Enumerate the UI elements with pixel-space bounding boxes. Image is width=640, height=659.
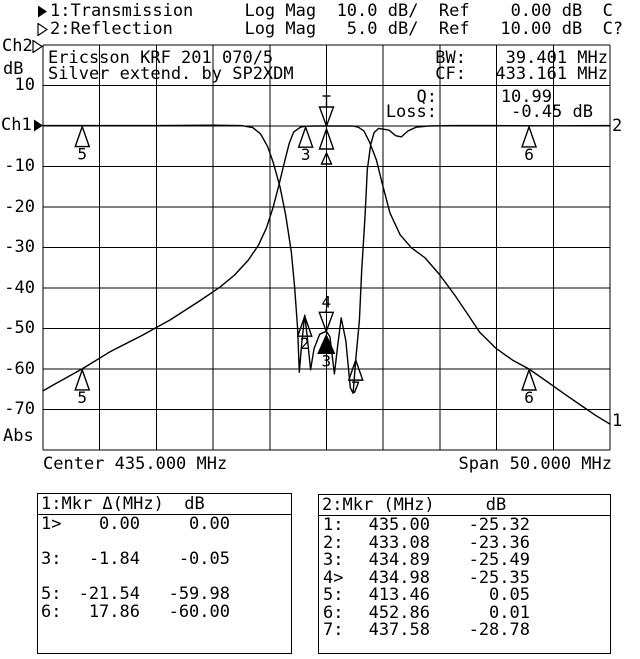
marker-label: 3 (321, 351, 332, 371)
marker-row-id: 5: (323, 585, 344, 605)
marker-row-freq: 413.46 (368, 585, 430, 605)
y-axis-tick-label: 10 (14, 75, 35, 95)
stat-value: -0.45 dB (511, 102, 593, 122)
trace2-end-number: 2 (612, 116, 623, 136)
marker-row-freq: 17.86 (88, 601, 140, 622)
y-axis-tick-label: -40 (4, 277, 35, 298)
ch2-label: Ch2 (2, 36, 33, 56)
marker-row-id: 3: (41, 549, 62, 569)
abs-label: Abs (3, 426, 34, 446)
marker-row-freq: 452.86 (368, 602, 430, 623)
stat-value: 433.161 MHz (495, 64, 608, 84)
span-label: Span 50.000 MHz (458, 454, 612, 474)
db-unit-label: dB (3, 59, 24, 79)
marker-label: 2 (299, 334, 310, 354)
marker-table-ch2 (318, 494, 611, 654)
marker-row-db: -25.35 (468, 567, 530, 588)
marker-row-id: 6: (41, 601, 62, 622)
marker-row-id: 7: (323, 620, 344, 640)
marker-triangle-icon (299, 127, 313, 147)
marker-label: 6 (524, 144, 534, 164)
marker-triangle-icon (75, 127, 89, 147)
marker-row-freq: 435.00 (368, 515, 430, 535)
marker-table-header: 2:Mkr (MHz) dB (319, 495, 610, 516)
stat-label: BW: (435, 48, 466, 68)
device-title-line1: Ericsson KRF 201 070/5 (48, 48, 274, 68)
ch1-arrow-icon (33, 119, 44, 132)
marker-row-freq: 434.98 (368, 567, 430, 588)
y-axis-tick-label: -70 (4, 399, 35, 419)
marker-label: 3 (300, 145, 311, 165)
ch1-label: Ch1 (1, 115, 32, 135)
marker-row-id: 4> (323, 567, 344, 588)
trace2-inactive-icon (37, 23, 48, 36)
y-axis-tick-label: -60 (4, 358, 35, 379)
marker-row-db: -60.00 (168, 601, 230, 622)
stat-label: Loss: (385, 102, 437, 122)
marker-row-db: -28.78 (468, 620, 530, 640)
marker-table-header: 1:Mkr Δ(MHz) dB (38, 494, 291, 515)
channel1-status-line: 1:Transmission Log Mag 10.0 dB/ Ref 0.00 dB C (50, 1, 613, 21)
marker-row-db: -23.36 (468, 532, 530, 553)
marker-row-freq: -1.84 (88, 549, 140, 569)
marker-row-freq: 433.08 (368, 532, 430, 553)
marker-row-freq: 437.58 (368, 620, 430, 640)
marker-row-db: -59.98 (168, 584, 230, 604)
marker-row-freq: 434.89 (368, 550, 430, 570)
stat-label: CF: (435, 64, 466, 84)
marker-label: 4 (321, 292, 332, 312)
marker-row-freq: 0.00 (99, 514, 140, 534)
y-axis-tick-label: -30 (4, 237, 35, 257)
trace1-active-icon (37, 5, 48, 18)
marker-triangle-icon (75, 370, 89, 390)
marker-row-db: -25.32 (468, 515, 530, 535)
marker-label: 5 (77, 144, 88, 164)
marker-table-ch1 (37, 493, 292, 654)
marker-row-db: 0.00 (189, 514, 230, 534)
y-axis-tick-label: -10 (4, 156, 35, 176)
marker-row-id: 1> (41, 514, 62, 534)
marker-row-id: 6: (323, 602, 344, 623)
center-frequency-label: Center 435.000 MHz (43, 454, 228, 474)
y-axis-tick-label: -20 (4, 196, 35, 217)
marker-label: 6 (524, 388, 534, 407)
marker-row-db: 0.01 (489, 602, 530, 623)
device-title-line2: Silver extend. by SP2XDM (48, 64, 294, 84)
marker-row-id: 1: (323, 515, 344, 535)
marker-row-id: 2: (323, 532, 344, 553)
marker-row-db: -25.49 (468, 550, 530, 570)
ch2-arrow-icon (32, 40, 43, 53)
stat-value: 10.99 (500, 87, 552, 107)
stat-value: 39.401 MHz (505, 48, 608, 68)
channel2-status-line: 2:Reflection Log Mag 5.0 dB/ Ref 10.00 dB C? (50, 19, 624, 39)
trace1-end-number: 1 (612, 411, 623, 431)
y-axis-tick-label: -50 (4, 318, 35, 338)
marker-row-freq: -21.54 (78, 584, 140, 604)
marker-label: 7 (350, 378, 361, 398)
marker-row-id: 5: (41, 584, 62, 604)
marker-row-db: 0.05 (489, 585, 530, 605)
stat-label: Q: (416, 87, 437, 107)
marker-row-db: -0.05 (178, 549, 230, 569)
marker-row-id: 3: (323, 550, 344, 570)
marker-triangle-icon (522, 127, 536, 147)
marker-label: 5 (77, 387, 88, 407)
